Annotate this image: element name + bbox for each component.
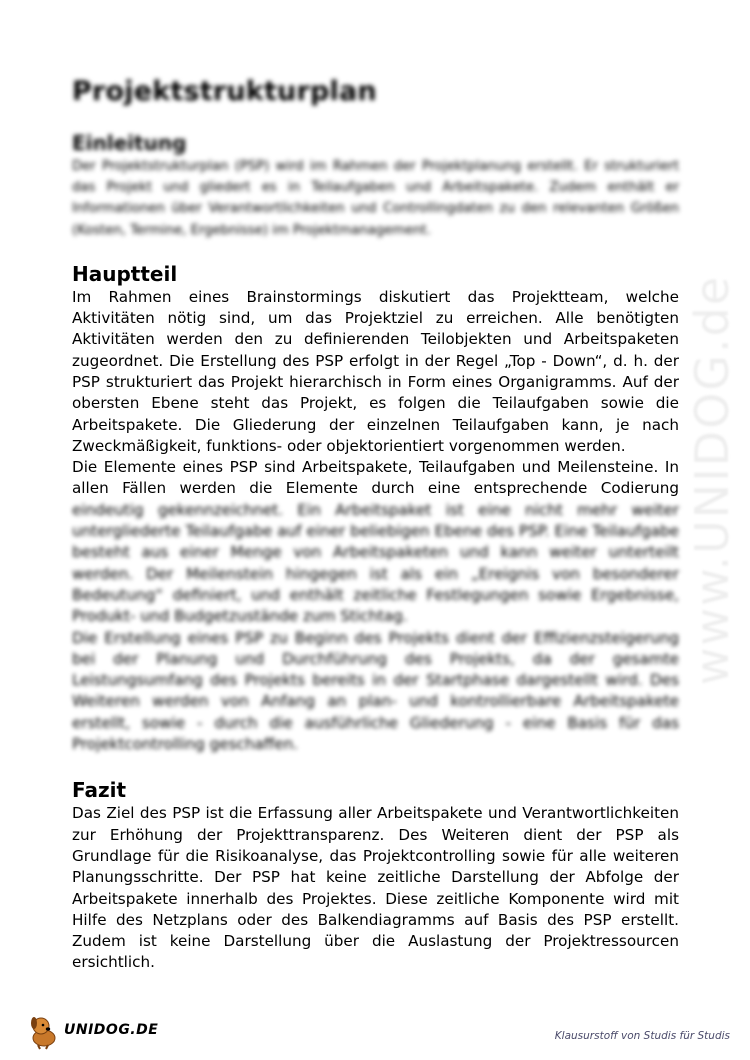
intro-text: Der Projektstrukturplan (PSP) wird im Rahmen der Projektplanung erstellt. Er strukturiert das Projekt und gliedert es in Teilaufgaben und Arbeitspakete. Zudem enthält er Informationen über Verantwortlichkeiten und Controllingdaten zu den relevanten Größen (Kosten, Termine, Ergebnisse) im Projektmanagement. [72,159,679,238]
main-paragraph-1: Im Rahmen eines Brainstormings diskutiert das Projektteam, welche Aktivitäten nötig sind, um das Projektziel zu erreichen. Alle benötigten Aktivitäten werden den zu definierenden Teilobjekten und Arbeitspaketen zugeordnet. Die Erstellung des PSP erfolgt in der Regel „Top - Down“, d. h. der PSP strukturiert das Projekt hierarchisch in Form eines Organigramms. Auf der obersten Ebene steht das Projekt, es folgen die Teilaufgaben sowie die Arbeitspakete. Die Gliederung der einzelnen Teilaufgaben kann, je nach Zweckmäßigkeit, funktions- oder objektorientiert vorgenommen werden. [72,287,679,455]
dog-mascot-icon [24,1010,64,1050]
fazit-text: Das Ziel des PSP ist die Erfassung aller Arbeitspakete und Verantwortlichkeiten zur Erhöhung der Projekttransparenz. Des Weiteren dient der PSP als Grundlage für die Risikoanalyse, das Projektcontrolling sowie für alle weiteren Planungsschritte. Der PSP hat keine zeitliche Darstellung der Abfolge der Arbeitspakete innerhalb des Projektes. Diese zeitliche Komponente wird mit Hilfe des Netzplans oder des Balkendiagramms auf Basis des PSP erstellt. Zudem ist keine Darstellung über die Auslastung der Projektressourcen ersichtlich. [72,804,679,972]
footer-logo [24,1010,164,1050]
section-intro [72,130,679,241]
main-paragraph-2-blurred: eindeutig gekennzeichnet. Ein Arbeitspaket ist eine nicht mehr weiter untergliederte Teilaufgabe auf einer beliebigen Ebene des PSP. Eine Teilaufgabe besteht aus einer Menge von Arbeitspaketen und kann weiter unterteilt werden. Der Meilenstein hingegen ist als ein „Ereignis von besonderer Bedeutung“ definiert, und enthält zeitliche Festlegungen sowie Ergebnisse, Produkt- und Budgetzustände zum Stichtag. [72,500,679,626]
watermark: www.UNIDOG.de [685,274,739,686]
section-main [72,261,679,756]
main-paragraph-2-clear: Die Elemente eines PSP sind Arbeitspakete, Teilaufgaben und Meilensteine. In allen Fällen werden die Elemente durch eine entsprechende Codierung [72,458,679,498]
intro-heading: Einleitung [72,131,187,155]
logo-text: UNIDOG.DE [64,1022,159,1038]
main-paragraph-2 [72,457,679,627]
fazit-heading: Fazit [72,778,127,803]
main-heading: Hauptteil [72,261,178,286]
footer-note: Klausurstoff von Studis für Studis [554,1030,730,1042]
section-fazit [72,777,679,973]
document-title: Projektstrukturplan [72,76,377,107]
document-page [72,60,679,974]
main-paragraph-3: Die Erstellung eines PSP zu Beginn des Projekts dient der Effizienzsteigerung bei der Planung und Durchführung des Projekts, da der gesamte Leistungsumfang des Projekts bereits in der Startphase dargestellt wird. Des Weiteren werden von Anfang an plan- und kontrollierbare Arbeitspakete erstellt, sowie - durch die ausführliche Gliederung - eine Basis für das Projektcontrolling geschaffen. [72,628,679,754]
